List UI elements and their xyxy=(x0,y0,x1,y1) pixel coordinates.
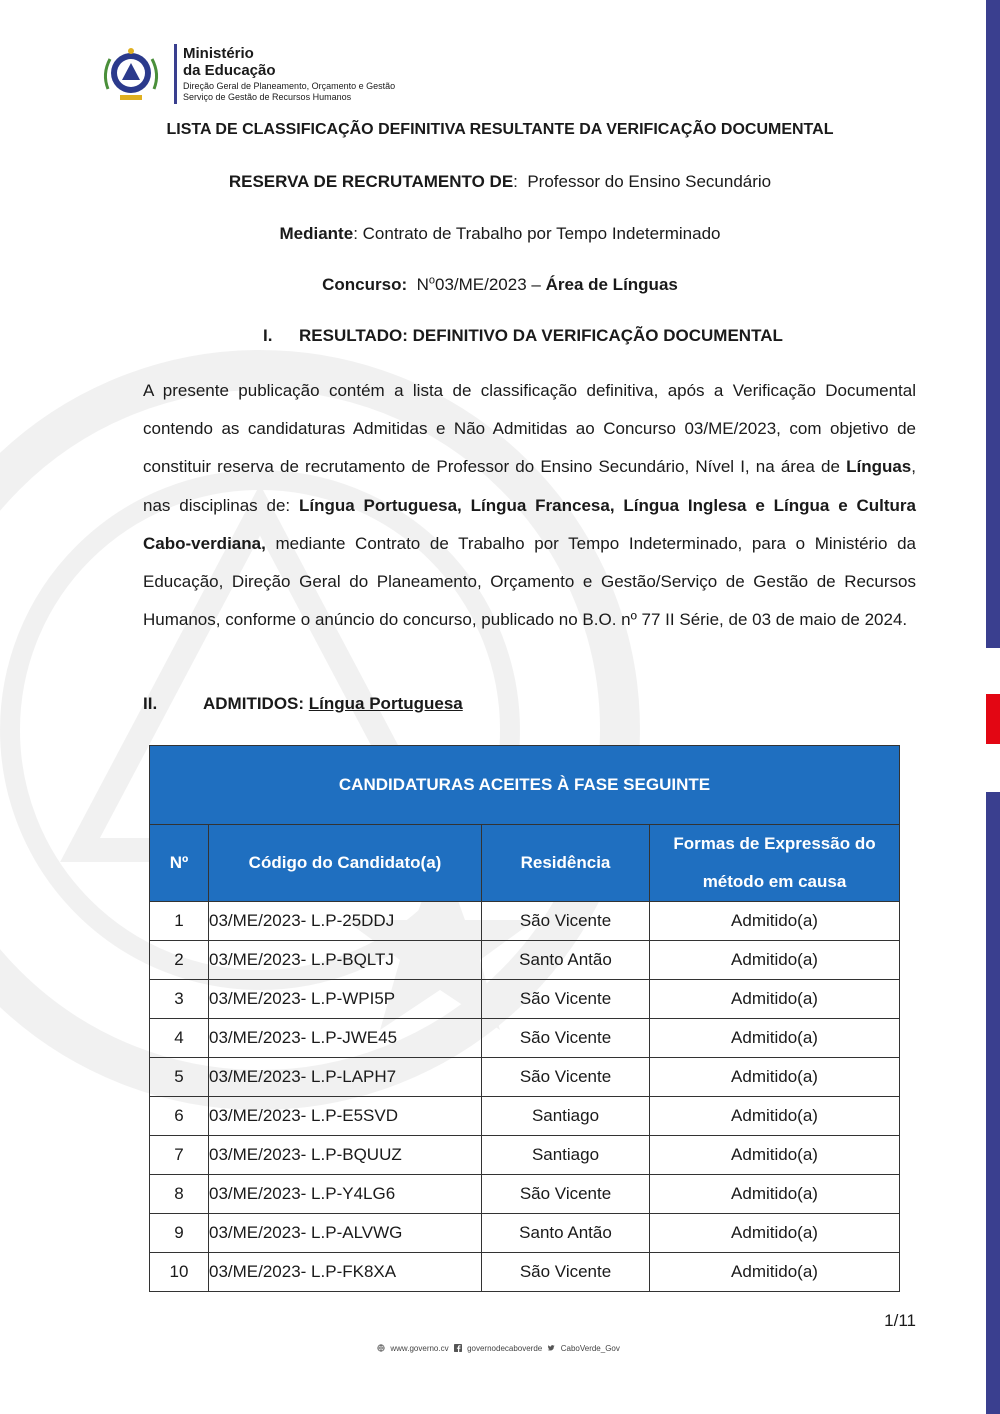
header-number: Nº xyxy=(150,825,209,902)
reserva-value: Professor do Ensino Secundário xyxy=(527,172,772,191)
concurso-line xyxy=(0,275,1000,295)
header-candidate-code: Código do Candidato(a) xyxy=(209,825,482,902)
cell-number: 3 xyxy=(150,980,209,1019)
table-row xyxy=(150,1058,900,1097)
cell-residence: Santo Antão xyxy=(482,1214,650,1253)
section-1-title: RESULTADO: DEFINITIVO DA VERIFICAÇÃO DOCUMENTAL xyxy=(299,326,783,345)
concurso-o: o xyxy=(428,274,435,287)
facebook-icon xyxy=(454,1344,462,1352)
ministry-line4: Serviço de Gestão de Recursos Humanos xyxy=(183,92,352,102)
cell-number: 2 xyxy=(150,941,209,980)
table-row xyxy=(150,1175,900,1214)
cell-number: 8 xyxy=(150,1175,209,1214)
concurso-label: Concurso: xyxy=(322,275,408,294)
cell-number: 5 xyxy=(150,1058,209,1097)
section-1-number: I. xyxy=(263,326,273,345)
ministry-name xyxy=(183,45,395,103)
cell-code: 03/ME/2023- L.P-ALVWG xyxy=(209,1214,482,1253)
table-row xyxy=(150,1019,900,1058)
mediante-label: Mediante xyxy=(279,224,354,243)
cell-number: 9 xyxy=(150,1214,209,1253)
admitted-candidates-table xyxy=(149,745,900,1292)
cell-code: 03/ME/2023- L.P-JWE45 xyxy=(209,1019,482,1058)
edge-bar-blue-bottom xyxy=(986,792,1000,1414)
section-1-heading xyxy=(263,326,783,346)
para-bold1: Línguas xyxy=(846,457,912,477)
cell-status: Admitido(a) xyxy=(650,1175,900,1214)
cell-code: 03/ME/2023- L.P-Y4LG6 xyxy=(209,1175,482,1214)
cell-status: Admitido(a) xyxy=(650,1058,900,1097)
table-header-row xyxy=(150,825,900,902)
cell-residence: São Vicente xyxy=(482,1058,650,1097)
globe-icon xyxy=(377,1344,385,1352)
cell-status: Admitido(a) xyxy=(650,1136,900,1175)
ministry-line2: da Educação xyxy=(183,62,276,79)
footer-facebook[interactable]: governodecaboverde xyxy=(467,1344,543,1353)
section-2-heading xyxy=(143,694,463,714)
cell-number: 7 xyxy=(150,1136,209,1175)
table-row xyxy=(150,1253,900,1292)
table-row xyxy=(150,1136,900,1175)
document-title: LISTA DE CLASSIFICAÇÃO DEFINITIVA RESULTANTE DA VERIFICAÇÃO DOCUMENTAL xyxy=(166,121,834,138)
footer-website[interactable]: www.governo.cv xyxy=(390,1344,449,1353)
cell-status: Admitido(a) xyxy=(650,1214,900,1253)
concurso-value: 03/ME/2023 – xyxy=(435,275,541,294)
cell-code: 03/ME/2023- L.P-BQLTJ xyxy=(209,941,482,980)
cell-residence: São Vicente xyxy=(482,980,650,1019)
cell-code: 03/ME/2023- L.P-E5SVD xyxy=(209,1097,482,1136)
page-footer xyxy=(0,1344,1000,1353)
para-part1: A presente publicação contém a lista de classificação definitiva, após a Verificação Documental contendo as candidaturas Admitidas e Não Admitidas ao Concurso 03/ME/2023, com objetivo de constituir reserva de recrutamento de Professor do Ensino Secundário, Nível I, na área de xyxy=(143,381,916,477)
table-row xyxy=(150,902,900,941)
cell-status: Admitido(a) xyxy=(650,902,900,941)
cell-code: 03/ME/2023- L.P-LAPH7 xyxy=(209,1058,482,1097)
mediante-value: Contrato de Trabalho por Tempo Indeterminado xyxy=(362,224,721,243)
national-emblem-icon xyxy=(96,39,166,109)
ministry-line1: Ministério xyxy=(183,45,254,62)
concurso-n: N xyxy=(416,275,429,294)
para-part2: , nas disciplinas de: xyxy=(143,457,916,515)
ministry-line3: Direção Geral de Planeamento, Orçamento e Gestão xyxy=(183,81,396,91)
reserva-line: RESERVA DE RECRUTAMENTO DE: Professor do Ensino Secundário xyxy=(228,172,772,191)
document-header xyxy=(96,38,395,110)
cell-code: 03/ME/2023- L.P-BQUUZ xyxy=(209,1136,482,1175)
cell-residence: São Vicente xyxy=(482,902,650,941)
cell-status: Admitido(a) xyxy=(650,1253,900,1292)
cell-number: 6 xyxy=(150,1097,209,1136)
table-banner-row xyxy=(150,746,900,825)
concurso-area: Área de Línguas xyxy=(545,275,678,294)
cell-status: Admitido(a) xyxy=(650,941,900,980)
para-bold2: Língua Portuguesa, Língua Francesa, Língua Inglesa e Língua e Cultura Cabo-verdiana, xyxy=(143,495,916,553)
cell-number: 10 xyxy=(150,1253,209,1292)
cell-status: Admitido(a) xyxy=(650,980,900,1019)
table-row xyxy=(150,1097,900,1136)
cell-status: Admitido(a) xyxy=(650,1097,900,1136)
edge-bar-blue-top xyxy=(986,0,1000,648)
section-2-subject: Língua Portuguesa xyxy=(308,694,463,713)
table-row xyxy=(150,1214,900,1253)
header-residence: Residência xyxy=(482,825,650,902)
cell-number: 1 xyxy=(150,902,209,941)
header-status: Formas de Expressão do método em causa xyxy=(650,825,900,902)
table-row xyxy=(150,941,900,980)
edge-bar-red xyxy=(986,694,1000,744)
cell-code: 03/ME/2023- L.P-WPI5P xyxy=(209,980,482,1019)
cell-residence: Santo Antão xyxy=(482,941,650,980)
cell-residence: Santiago xyxy=(482,1136,650,1175)
table-banner: CANDIDATURAS ACEITES À FASE SEGUINTE xyxy=(150,746,900,825)
cell-code: 03/ME/2023- L.P-25DDJ xyxy=(209,902,482,941)
cell-residence: São Vicente xyxy=(482,1175,650,1214)
para-part3: mediante Contrato de Trabalho por Tempo Indeterminado, para o Ministério da Educação, Direção Geral do Planeamento, Orçamento e Gestão/Serviço de Gestão de Recursos Humanos, conforme o anúncio do concurso, publicado no B.O. nº 77 II Série, de 03 de maio de 2024. xyxy=(143,533,916,630)
twitter-icon xyxy=(547,1344,555,1352)
cell-status: Admitido(a) xyxy=(650,1019,900,1058)
cell-residence: São Vicente xyxy=(482,1019,650,1058)
page-number: 1/11 xyxy=(884,1311,916,1330)
section-2-title: ADMITIDOS: xyxy=(203,694,305,713)
reserva-label: RESERVA DE RECRUTAMENTO DE xyxy=(228,172,514,191)
table-row xyxy=(150,980,900,1019)
cell-number: 4 xyxy=(150,1019,209,1058)
intro-paragraph xyxy=(143,372,916,639)
footer-twitter[interactable]: CaboVerde_Gov xyxy=(560,1344,620,1353)
cell-code: 03/ME/2023- L.P-FK8XA xyxy=(209,1253,482,1292)
header-divider xyxy=(174,44,177,104)
cell-residence: São Vicente xyxy=(482,1253,650,1292)
mediante-line: Mediante: Contrato de Trabalho por Tempo Indeterminado xyxy=(279,224,721,243)
cell-residence: Santiago xyxy=(482,1097,650,1136)
section-2-number: II. xyxy=(143,694,158,713)
